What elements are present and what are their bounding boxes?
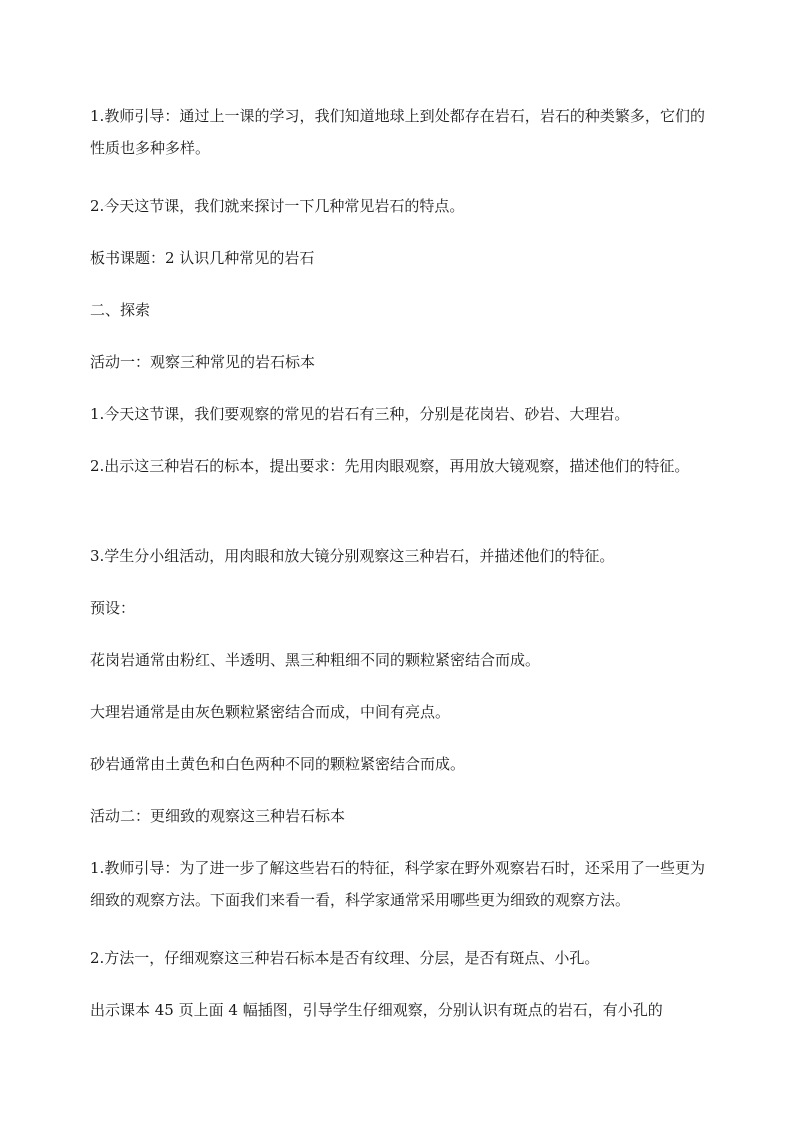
paragraph-granite: 花岗岩通常由粉红、半透明、黑三种粗细不同的颗粒紧密结合而成。: [90, 651, 541, 669]
paragraph-intro-guidance: 1.教师引导：通过上一课的学习，我们知道地球上到处都存在岩石，岩石的种类繁多，它们的性质也多种多样。: [90, 107, 705, 157]
section-heading-explore: 二、探索: [90, 301, 151, 319]
paragraph-board-title: 板书课题：2 认识几种常见的岩石: [90, 249, 315, 267]
activity-two-heading: 活动二：更细致的观察这三种岩石标本: [90, 807, 346, 825]
paragraph-scientist-methods: 1.教师引导：为了进一步了解这些岩石的特征，科学家在野外观察岩石时，还采用了一些更为细致的观察方法。下面我们来看一看，科学家通常采用哪些更为细致的观察方法。: [90, 859, 705, 909]
activity-one-heading: 活动一：观察三种常见的岩石标本: [90, 353, 316, 371]
paragraph-show-specimens: 2.出示这三种岩石的标本，提出要求：先用肉眼观察，再用放大镜观察，描述他们的特征。: [90, 457, 690, 475]
paragraph-today-topic: 2.今天这节课，我们就来探讨一下几种常见岩石的特点。: [90, 197, 465, 215]
paragraph-sandstone: 砂岩通常由土黄色和白色两种不同的颗粒紧密结合而成。: [90, 755, 466, 773]
paragraph-textbook-illustrations: 出示课本 45 页上面 4 幅插图，引导学生仔细观察，分别认识有斑点的岩石，有小孔的: [90, 1001, 663, 1019]
paragraph-three-rocks: 1.今天这节课，我们要观察的常见的岩石有三种，分别是花岗岩、砂岩、大理岩。: [90, 405, 630, 423]
paragraph-marble: 大理岩通常是由灰色颗粒紧密结合而成，中间有亮点。: [90, 703, 451, 721]
paragraph-preset-label: 预设：: [90, 599, 136, 617]
paragraph-group-activity: 3.学生分小组活动，用肉眼和放大镜分别观察这三种岩石，并描述他们的特征。: [90, 547, 615, 565]
paragraph-method-one: 2.方法一，仔细观察这三种岩石标本是否有纹理、分层，是否有斑点、小孔。: [90, 949, 600, 967]
